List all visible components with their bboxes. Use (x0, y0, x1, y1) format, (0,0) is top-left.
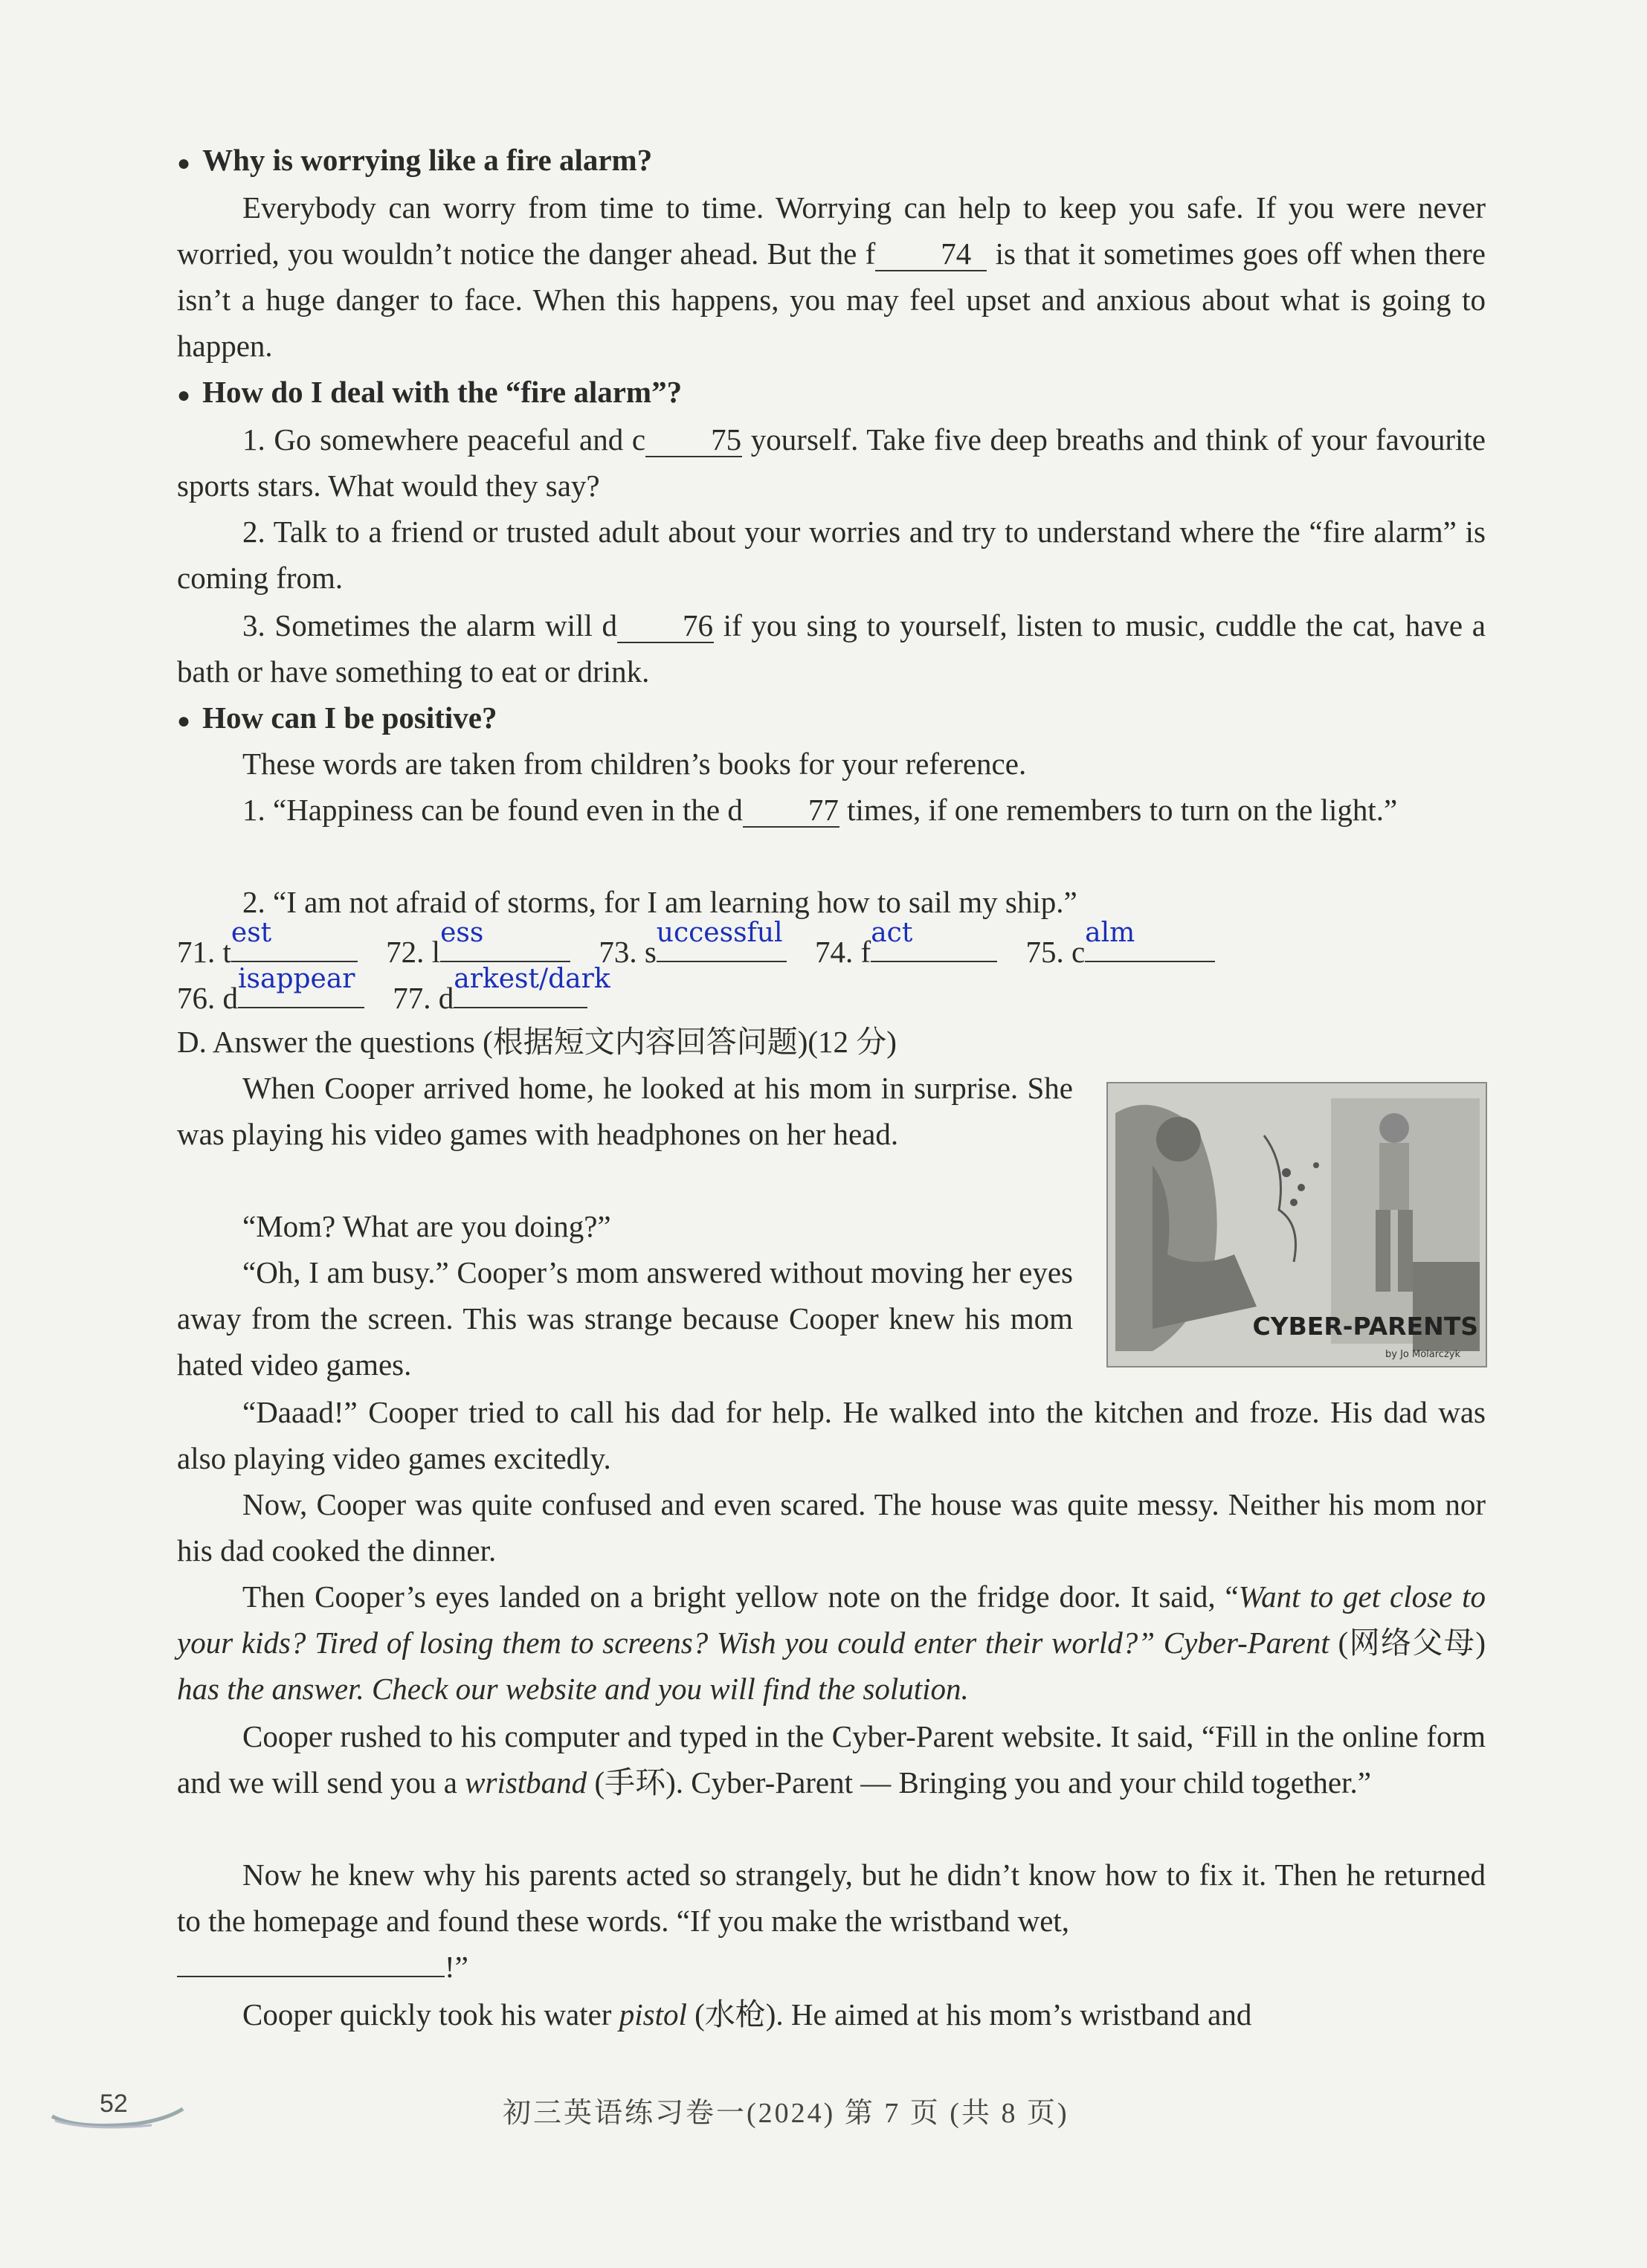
story-paragraph-6: Then Cooper’s eyes landed on a bright yellow note on the fridge door. It said, “Want to get close to your kids? Tired of losing them to screens? Wish you could enter their world?” Cyber-Parent (网络父母) has the answer. Check our website and you will find the solution. (177, 1579, 1486, 1706)
section-heading-positive: ● How can I be positive? (177, 700, 497, 735)
handwritten-answer-71: est (231, 918, 272, 948)
blank-75: 75 (645, 423, 742, 457)
story-paragraph-2: “Mom? What are you doing?” (242, 1209, 611, 1243)
answer-75: 75. c alm (1025, 927, 1215, 975)
tip-3: 3. Sometimes the alarm will d 76 if you sing to yourself, listen to music, cuddle the cat, have a bath or have something to eat or drink. (177, 608, 1486, 689)
story-paragraph-8: Now he knew why his parents acted so strangely, but he didn’t know how to fix it. Then he returned to the homepage and found these words. “If you make the wristband wet, !” (177, 1858, 1486, 1984)
bullet-icon: ● (177, 150, 191, 175)
bullet-icon: ● (177, 382, 191, 407)
section-heading-fire-alarm: ● Why is worrying like a fire alarm? (177, 143, 653, 177)
handwritten-answer-74: act (871, 918, 913, 948)
handwritten-answer-75: alm (1085, 918, 1135, 948)
reference-intro: These words are taken from children’s books for your reference. (242, 747, 1027, 781)
illustration-title: CYBER-PARENTS (1252, 1312, 1478, 1341)
answer-71: 71. t est (177, 927, 358, 975)
handwritten-answer-77: arkest/dark (454, 964, 610, 994)
page-number: 52 (100, 2090, 128, 2118)
section-heading-deal: ● How do I deal with the “fire alarm”? (177, 375, 683, 409)
story-answer-blank[interactable] (177, 1976, 445, 1977)
blank-74: 74 (875, 237, 987, 271)
tip-1: 1. Go somewhere peaceful and c 75 yourself. Take five deep breaths and think of your favourite sports stars. What would they say? (177, 422, 1486, 503)
story-paragraph-4: “Daaad!” Cooper tried to call his dad for help. He walked into the kitchen and froze. His dad was also playing video games excitedly. (177, 1395, 1486, 1475)
page-number-badge (48, 2087, 186, 2131)
answer-row-2 (177, 964, 610, 1021)
blank-76: 76 (617, 609, 714, 643)
story-paragraph-9: Cooper quickly took his water pistol (水枪). He aimed at his mom’s wristband and (242, 1997, 1252, 2032)
handwritten-answer-76: isappear (238, 964, 355, 994)
story-paragraph-3: “Oh, I am busy.” Cooper’s mom answered without moving her eyes away from the screen. This was strange because Cooper knew his mom hated video games. (177, 1255, 1073, 1382)
story-paragraph-1: When Cooper arrived home, he looked at his mom in surprise. She was playing his video games with headphones on her head. (177, 1071, 1073, 1151)
illustration-credit: by Jo Molarczyk (1385, 1349, 1460, 1360)
quote-2: 2. “I am not afraid of storms, for I am learning how to sail my ship.” (242, 885, 1077, 919)
answer-77: 77. d arkest/dark (393, 973, 587, 1021)
story-paragraph-7: Cooper rushed to his computer and typed in the Cyber-Parent website. It said, “Fill in the online form and we will send you a wristband (手环). Cyber-Parent — Bringing you and your child together.” (177, 1719, 1486, 1800)
blank-77: 77 (743, 793, 839, 828)
handwritten-answer-72: ess (440, 918, 484, 948)
story-paragraph-5: Now, Cooper was quite confused and even scared. The house was quite messy. Neither his mom nor his dad cooked the dinner. (177, 1487, 1486, 1568)
tip-2: 2. Talk to a friend or trusted adult about your worries and try to understand where the “fire alarm” is coming from. (177, 515, 1486, 595)
answer-72: 72. l ess (386, 927, 570, 975)
paragraph-worrying: Everybody can worry from time to time. Worrying can help to keep you safe. If you were never worried, you wouldn’t notice the danger ahead. But the f 74 is that it sometimes goes off when there isn’t a huge danger to face. When this happens, you may feel upset and anxious about what is going to happen. (177, 190, 1486, 363)
answer-73: 73. s uccessful (599, 927, 786, 975)
handwritten-answer-73: uccessful (656, 918, 783, 948)
answer-76: 76. d isappear (177, 973, 364, 1021)
quote-1: 1. “Happiness can be found even in the d 77 times, if one remembers to turn on the light.” (242, 793, 1398, 827)
footer-caption: 初三英语练习卷一(2024) 第 7 页 (共 8 页) (503, 2098, 1069, 2129)
answer-74: 74. f act (815, 927, 997, 975)
cyber-parents-illustration (1106, 1082, 1487, 1367)
section-d-heading: D. Answer the questions (根据短文内容回答问题)(12 分) (177, 1025, 897, 1059)
bullet-icon: ● (177, 708, 191, 733)
